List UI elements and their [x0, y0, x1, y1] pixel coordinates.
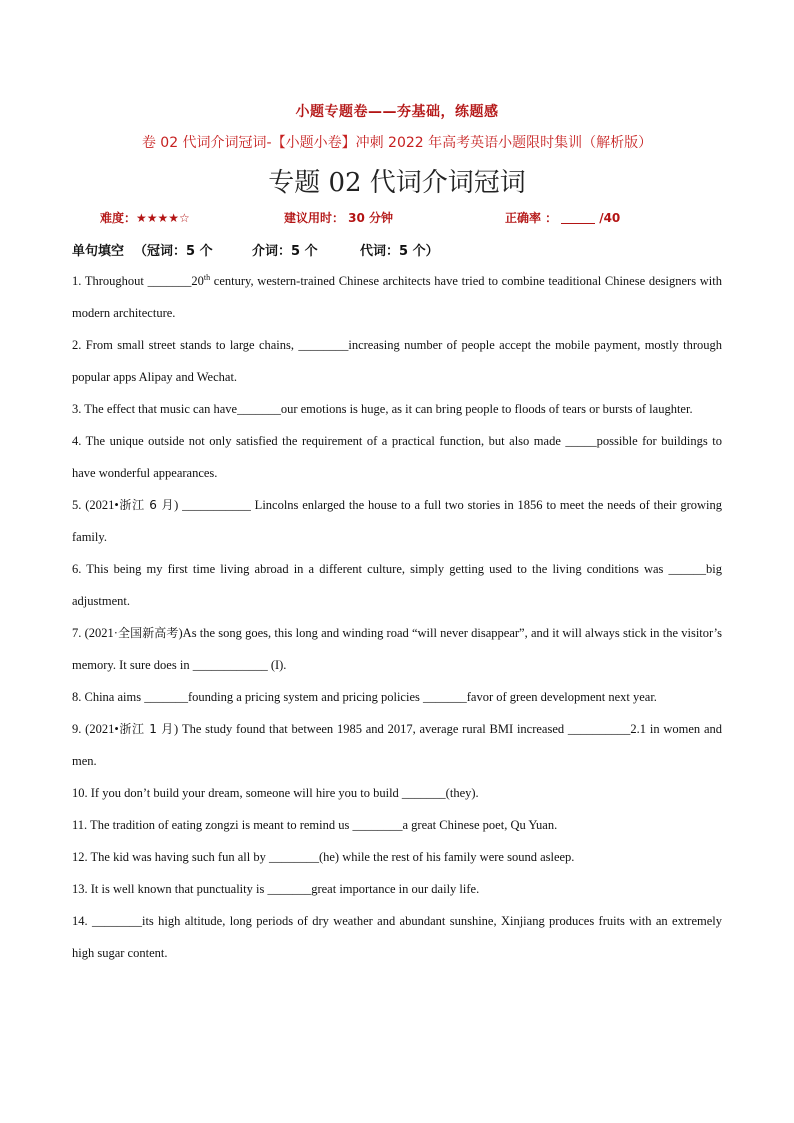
question-text: 4. The unique outside not only satisfied the requirement of a practical function, but also made _____possible for buildings to have wonderful appearances.: [72, 434, 722, 480]
section-prepositions-count: 介词：5 个: [252, 244, 318, 259]
accuracy-label: 正确率 ：: [505, 211, 558, 225]
accuracy-total: /40: [599, 211, 621, 225]
worksheet-meta: [0, 209, 794, 227]
question-source: 浙江 6 月: [118, 498, 175, 512]
question-text: 3. The effect that music can have_______our emotions is huge, as it can bring people to floods of tears or bursts of laughter.: [72, 402, 693, 416]
question-text: 6. This being my first time living abroad in a different culture, simply getting used to the living conditions was ______big adjustment.: [72, 562, 722, 608]
question-text: 1. Throughout _______20: [72, 274, 204, 288]
section-pronouns-count: 代词：5 个）: [360, 244, 439, 259]
worksheet-subtitle: 小题专题卷——夯基础，练题感: [295, 104, 499, 120]
question-text: 9. (2021•: [72, 722, 119, 736]
question-source: 浙江 1 月: [118, 722, 174, 736]
question-text-continued: century, western-trained Chinese architects have tried to combine teaditional Chinese designers with modern architecture.: [72, 274, 722, 320]
question-item: [72, 265, 722, 329]
section-label: 单句填空: [72, 244, 125, 259]
question-item: [72, 553, 722, 617]
question-text: 10. If you don’t build your dream, someone will hire you to build _______(they).: [72, 786, 479, 800]
section-heading: [72, 240, 732, 258]
question-item: [72, 873, 722, 905]
worksheet-description: 卷 02 代词介词冠词-【小题小卷】冲刺 2022 年高考英语小题限时集训（解析版）: [141, 135, 653, 151]
question-item: [72, 617, 722, 681]
question-text: 7. (2021·: [72, 626, 118, 640]
question-item: [72, 681, 722, 713]
question-text-continued: )As the song goes, this long and winding road “will never disappear”, and it will always stick in the visitor’s memory. It sure does in ____________ (I).: [72, 626, 722, 672]
section-articles-count: （冠词：5 个: [134, 244, 213, 259]
question-text: 2. From small street stands to large chains, ________increasing number of people accept the mobile payment, mostly through popular apps Alipay and Wechat.: [72, 338, 722, 384]
difficulty-rating: 难度：★★★★☆: [100, 211, 190, 225]
accuracy-field: [505, 209, 620, 226]
question-text: 11. The tradition of eating zongzi is meant to remind us ________a great Chinese poet, Qu Yuan.: [72, 818, 558, 832]
question-text: 8. China aims _______founding a pricing system and pricing policies _______favor of green development next year.: [72, 690, 657, 704]
question-text-continued: ) The study found that between 1985 and 2017, average rural BMI increased __________2.1 in women and men.: [72, 722, 722, 768]
question-text-continued: ) ___________ Lincolns enlarged the house to a full two stories in 1856 to meet the needs of their growing family.: [72, 498, 722, 544]
question-superscript: th: [203, 272, 211, 282]
question-item: [72, 841, 722, 873]
question-item: [72, 329, 722, 393]
question-item: [72, 489, 722, 553]
question-list: [72, 265, 722, 969]
question-item: [72, 905, 722, 969]
question-item: [72, 425, 722, 489]
page-title: 专题 02 代词介词冠词: [268, 168, 526, 198]
question-item: [72, 809, 722, 841]
suggested-time: 建议用时： 30 分钟: [284, 211, 394, 225]
question-text: 13. It is well known that punctuality is _______great importance in our daily life.: [72, 882, 480, 896]
question-source: 全国新高考: [117, 626, 179, 640]
question-text: 12. The kid was having such fun all by ________(he) while the rest of his family were sound asleep.: [72, 850, 575, 864]
question-item: [72, 393, 722, 425]
question-text: 14. ________its high altitude, long periods of dry weather and abundant sunshine, Xinjiang produces fruits with an extremely high sugar content.: [72, 914, 722, 960]
question-item: [72, 713, 722, 777]
question-item: [72, 777, 722, 809]
question-text: 5. (2021•: [72, 498, 119, 512]
accuracy-blank: [561, 212, 595, 224]
